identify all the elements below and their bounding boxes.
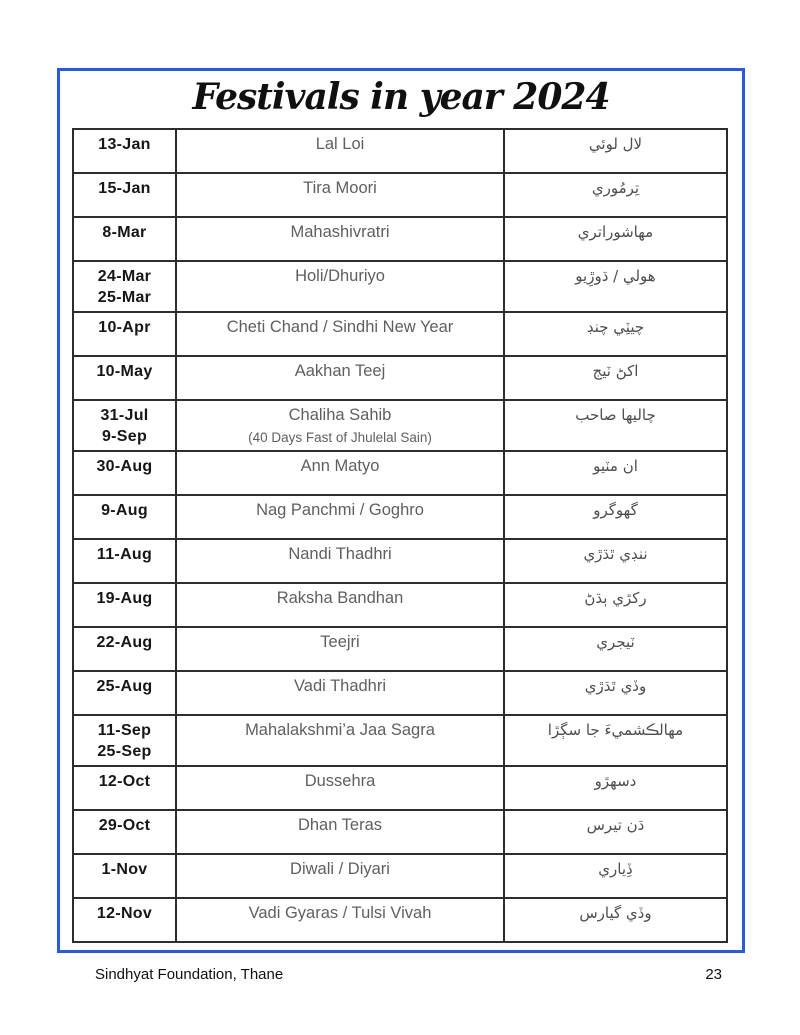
- festival-date: 13-Jan: [98, 136, 151, 153]
- table-row: [73, 715, 727, 766]
- festival-date-cell: [73, 217, 176, 261]
- festival-subtitle: (40 Days Fast of Jhulelal Sain): [248, 430, 432, 445]
- festival-date-cell: [73, 129, 176, 173]
- festival-sindhi-name-cell: ٽيجري: [504, 627, 727, 671]
- festival-date-cell: [73, 173, 176, 217]
- festival-name-cell: [176, 451, 504, 495]
- table-row: [73, 217, 727, 261]
- festival-name-cell: [176, 671, 504, 715]
- festival-sindhi-name-cell: هولي / ڌوڙِيو: [504, 261, 727, 312]
- festival-name: Mahashivratri: [290, 223, 390, 241]
- festival-name-cell: [176, 173, 504, 217]
- festival-date-cell: [73, 810, 176, 854]
- festival-name: Aakhan Teej: [294, 362, 386, 380]
- table-row: [73, 495, 727, 539]
- festival-date: 19-Aug: [96, 590, 153, 607]
- festival-name: Dussehra: [304, 772, 376, 790]
- table-row: [73, 451, 727, 495]
- festival-date-cell: [73, 495, 176, 539]
- festival-sindhi-name-cell: رکڙي ٻڌڻ: [504, 583, 727, 627]
- festival-sindhi-name-cell: ڌن تيرس: [504, 810, 727, 854]
- page-title: Festivals in year 2024: [192, 76, 610, 118]
- festival-date-cell: [73, 854, 176, 898]
- festival-date: 11-Aug: [96, 546, 153, 563]
- festival-name-cell: [176, 539, 504, 583]
- festival-name: Tira Moori: [303, 179, 377, 197]
- festival-sindhi-name-cell: چيٽِي چنڊ: [504, 312, 727, 356]
- festival-sindhi-name-cell: مهاشوراتري: [504, 217, 727, 261]
- festival-date: 1-Nov: [101, 861, 148, 878]
- table-row: [73, 129, 727, 173]
- festival-date-cell: [73, 261, 176, 312]
- festival-sindhi-name-cell: مهالڪشميءَ جا سڳڙا: [504, 715, 727, 766]
- table-row: [73, 539, 727, 583]
- festival-sindhi-name-cell: ڏِياري: [504, 854, 727, 898]
- festival-date: 9-Aug: [101, 502, 148, 519]
- table-row: [73, 854, 727, 898]
- table-row: [73, 312, 727, 356]
- festival-sindhi-name-cell: گهوگرو: [504, 495, 727, 539]
- festival-date: 12-Nov: [96, 905, 153, 922]
- festival-sindhi-name-cell: تِرمُوري: [504, 173, 727, 217]
- festival-date: 11-Sep: [97, 722, 152, 739]
- festival-date: 15-Jan: [98, 180, 151, 197]
- festival-name-cell: [176, 854, 504, 898]
- table-row: [73, 810, 727, 854]
- festival-date: 22-Aug: [96, 634, 153, 651]
- festival-date: 9-Sep: [101, 428, 148, 445]
- festival-name: Diwali / Diyari: [290, 860, 390, 878]
- festival-name-cell: [176, 217, 504, 261]
- festival-name: Nandi Thadhri: [288, 545, 392, 563]
- festival-date: 8-Mar: [102, 224, 147, 241]
- festivals-table: [72, 128, 728, 943]
- festival-date: 25-Aug: [96, 678, 153, 695]
- festival-sindhi-name-cell: اکڻ ٽيج: [504, 356, 727, 400]
- table-row: [73, 583, 727, 627]
- festival-date-cell: [73, 715, 176, 766]
- festival-date: 12-Oct: [98, 773, 151, 790]
- festival-name-cell: [176, 356, 504, 400]
- festival-name-cell: [176, 129, 504, 173]
- festival-name: Vadi Gyaras / Tulsi Vivah: [248, 904, 432, 922]
- festival-sindhi-name-cell: ننڊي ٿڌڙي: [504, 539, 727, 583]
- festival-date-cell: [73, 312, 176, 356]
- festival-date: 29-Oct: [98, 817, 151, 834]
- festival-sindhi-name-cell: ان مٽيو: [504, 451, 727, 495]
- festival-name-cell: [176, 810, 504, 854]
- festival-sindhi-name-cell: وڏي گيارس: [504, 898, 727, 942]
- festival-sindhi-name-cell: وڏي ٿڌڙي: [504, 671, 727, 715]
- festival-name-cell: [176, 400, 504, 451]
- festivals-table-body: [73, 129, 727, 942]
- festival-sindhi-name-cell: چاليها صاحب: [504, 400, 727, 451]
- festival-name: Chaliha Sahib: [288, 406, 392, 424]
- festival-name-cell: [176, 495, 504, 539]
- festival-name-cell: [176, 583, 504, 627]
- footer-organization: Sindhyat Foundation, Thane: [95, 966, 284, 983]
- festival-name: Dhan Teras: [297, 816, 383, 834]
- festival-date-cell: [73, 539, 176, 583]
- festival-sindhi-name-cell: لال لوئي: [504, 129, 727, 173]
- table-row: [73, 173, 727, 217]
- festival-date-cell: [73, 671, 176, 715]
- festival-date: 10-Apr: [98, 319, 151, 336]
- page-footer: [95, 966, 722, 983]
- festival-name: Raksha Bandhan: [276, 589, 404, 607]
- festival-name-cell: [176, 715, 504, 766]
- festival-date-cell: [73, 627, 176, 671]
- table-row: [73, 356, 727, 400]
- festival-name-cell: [176, 627, 504, 671]
- festival-name: Mahalakshmi’a Jaa Sagra: [245, 721, 435, 739]
- festival-name: Vadi Thadhri: [293, 677, 387, 695]
- festival-date: 25-Sep: [97, 743, 152, 760]
- festival-date-cell: [73, 898, 176, 942]
- festival-name: Cheti Chand / Sindhi New Year: [226, 318, 454, 336]
- footer-page-number: 23: [705, 966, 722, 983]
- festival-name-cell: [176, 898, 504, 942]
- festival-name: Holi/Dhuriyo: [295, 267, 385, 285]
- table-row: [73, 400, 727, 451]
- festival-name: Lal Loi: [315, 135, 365, 153]
- table-row: [73, 261, 727, 312]
- festival-date: 31-Jul: [100, 407, 149, 424]
- festival-name-cell: [176, 312, 504, 356]
- festival-date: 30-Aug: [96, 458, 153, 475]
- festival-name: Teejri: [320, 633, 360, 651]
- festival-date-cell: [73, 451, 176, 495]
- table-row: [73, 898, 727, 942]
- festival-date: 24-Mar: [97, 268, 152, 285]
- festival-name: Nag Panchmi / Goghro: [256, 501, 424, 519]
- festival-date-cell: [73, 356, 176, 400]
- festival-sindhi-name-cell: دسهڙو: [504, 766, 727, 810]
- table-row: [73, 766, 727, 810]
- festival-name-cell: [176, 261, 504, 312]
- festival-date: 25-Mar: [97, 289, 152, 306]
- festival-date-cell: [73, 583, 176, 627]
- table-row: [73, 627, 727, 671]
- festival-name: Ann Matyo: [300, 457, 380, 475]
- festival-date-cell: [73, 766, 176, 810]
- festival-name-cell: [176, 766, 504, 810]
- table-row: [73, 671, 727, 715]
- festival-date-cell: [73, 400, 176, 451]
- festival-date: 10-May: [96, 363, 153, 380]
